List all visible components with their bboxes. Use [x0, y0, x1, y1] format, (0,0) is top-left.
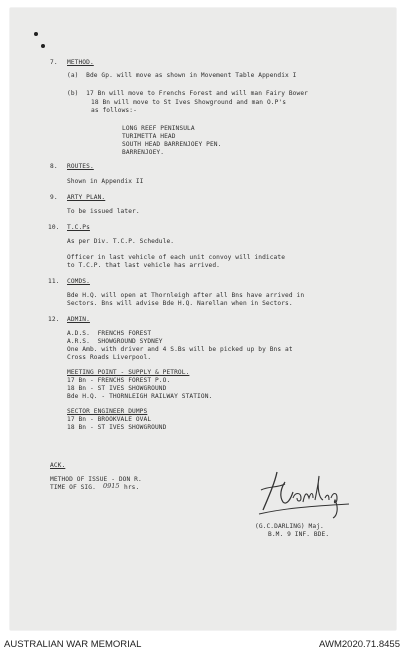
signatory-role: B.M. 9 INF. BDE.: [268, 531, 330, 538]
section-heading-arty-plan: ARTY PLAN.: [67, 194, 106, 201]
admin-ars: A.R.S. SHOWGROUND SYDNEY: [67, 338, 163, 345]
method-item-b-line1: (b) 17 Bn will move to Frenchs Forest and will man Fairy Bower: [67, 90, 308, 97]
tcps-line: Officer in last vehicle of each unit convoy will indicate: [67, 254, 286, 261]
admin-ads: A.D.S. FRENCHS FOREST: [67, 330, 152, 337]
op-location: LONG REEF PENINSULA: [122, 125, 195, 132]
method-item-a: (a) Bde Gp. will move as shown in Movement Table Appendix I: [67, 72, 297, 79]
section-heading-admin: ADMIN.: [67, 316, 90, 323]
section-number: 12.: [48, 316, 60, 323]
engineer-dumps-line: 17 Bn - BROOKVALE OVAL: [67, 416, 152, 423]
method-item-b-line3: as follows:-: [91, 107, 137, 114]
archive-footer: [0, 636, 406, 653]
meeting-point-line: 18 Bn - ST IVES SHOWGROUND: [67, 385, 167, 392]
section-number: 10.: [48, 224, 60, 231]
section-heading-tcps: T.C.Ps: [67, 224, 90, 231]
section-heading-routes: ROUTES.: [67, 163, 94, 170]
engineer-dumps-heading: SECTOR ENGINEER DUMPS: [67, 408, 148, 415]
meeting-point-heading: MEETING POINT - SUPPLY & PETROL.: [67, 369, 190, 376]
time-of-sig-unit: hrs.: [124, 484, 140, 491]
time-of-sig-label: TIME OF SIG.: [50, 484, 96, 491]
arty-plan-text: To be issued later.: [67, 208, 140, 215]
admin-amb-line: One Amb. with driver and 4 S.Bs will be picked up by Bns at: [67, 346, 293, 353]
comds-line: Sectors. Bns will advise Bde H.Q. Narellan when in Sectors.: [67, 300, 293, 307]
op-location: TURIMETTA HEAD: [122, 133, 176, 140]
meeting-point-line: Bde H.Q. - THORNLEIGH RAILWAY STATION.: [67, 393, 213, 400]
method-of-issue: METHOD OF ISSUE - DON R.: [50, 476, 142, 483]
op-location: SOUTH HEAD BARRENJOEY PEN.: [122, 141, 222, 148]
signatory-name: (G.C.DARLING) Maj.: [255, 523, 324, 530]
punch-hole: [41, 44, 45, 48]
section-number: 8.: [50, 163, 58, 170]
admin-amb-line: Cross Roads Liverpool.: [67, 354, 152, 361]
method-item-b-line2: 18 Bn will move to St Ives Showground and man O.P's: [91, 99, 287, 106]
section-heading-method: METHOD.: [67, 59, 94, 66]
section-heading-comds: COMDS.: [67, 278, 90, 285]
op-location: BARRENJOEY.: [122, 149, 165, 156]
ack-heading: ACK.: [50, 462, 66, 469]
comds-line: Bde H.Q. will open at Thornleigh after all Bns have arrived in: [67, 292, 305, 299]
meeting-point-line: 17 Bn - FRENCHS FOREST P.O.: [67, 377, 171, 384]
engineer-dumps-line: 18 Bn - ST IVES SHOWGROUND: [67, 424, 167, 431]
tcps-line: As per Div. T.C.P. Schedule.: [67, 238, 175, 245]
section-number: 11.: [48, 278, 60, 285]
section-number: 9.: [50, 194, 58, 201]
archive-id: AWM2020.71.8455: [319, 639, 400, 650]
routes-text: Shown in Appendix II: [67, 178, 144, 185]
punch-hole: [34, 32, 38, 36]
section-number: 7.: [50, 59, 58, 66]
tcps-line: to T.C.P. that last vehicle has arrived.: [67, 262, 221, 269]
time-of-sig-handwritten: 0915: [103, 482, 120, 490]
archive-name: AUSTRALIAN WAR MEMORIAL: [4, 639, 142, 650]
